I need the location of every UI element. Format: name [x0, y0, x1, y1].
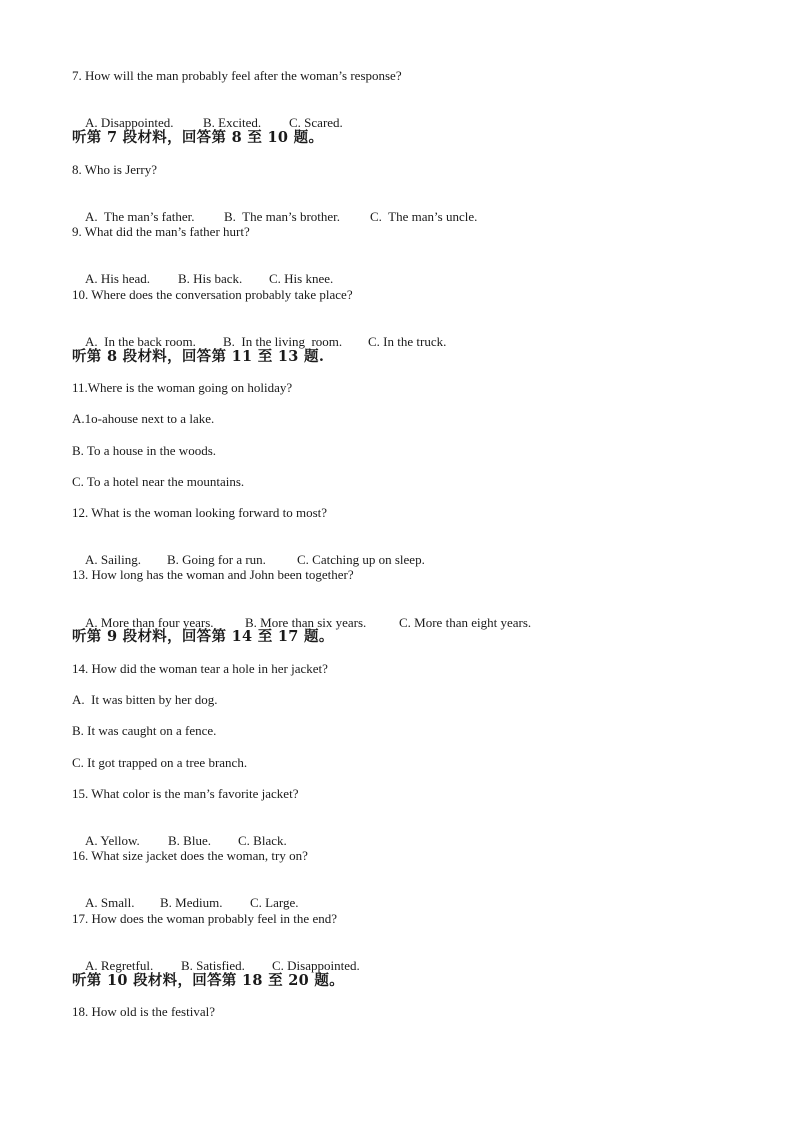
option-c: C. Catching up on sleep. [297, 552, 425, 567]
section-heading-10: 听第 10 段材料，回答第 18 至 20 题。 [72, 972, 345, 989]
question-9: 9. What did the man’s father hurt? [72, 224, 250, 239]
question-13: 13. How long has the woman and John been together? [72, 567, 354, 582]
option-c: C. In the truck. [368, 334, 447, 349]
option-b: B. Satisfied. [181, 958, 245, 973]
option-b: B. His back. [178, 271, 243, 286]
option-a: A. Regretful. [85, 958, 154, 973]
option-b: B. Blue. [168, 833, 211, 848]
section-heading-9: 听第 9 段材料，回答第 14 至 17 题。 [72, 628, 334, 645]
option-q14-c: C. It got trapped on a tree branch. [72, 755, 248, 770]
question-17: 17. How does the woman probably feel in the end? [72, 911, 337, 926]
option-c: C. More than eight years. [399, 615, 532, 630]
option-b: B. More than six years. [245, 615, 367, 630]
option-c: C. Black. [238, 833, 287, 848]
question-7: 7. How will the man probably feel after the woman’s response? [72, 68, 402, 83]
option-b: B. The man’s brother. [224, 209, 341, 224]
option-q14-b: B. It was caught on a fence. [72, 723, 217, 738]
option-q11-a: A.1o-ahouse next to a lake. [72, 411, 215, 426]
option-b: B. Excited. [203, 115, 262, 130]
option-b: B. Medium. [160, 895, 223, 910]
section-heading-8: 听第 8 段材料，回答第 11 至 13 题. [72, 348, 325, 365]
option-a: A. Small. [85, 895, 135, 910]
question-12: 12. What is the woman looking forward to most? [72, 505, 328, 520]
option-b: B. Going for a run. [167, 552, 266, 567]
question-16: 16. What size jacket does the woman, try on? [72, 848, 308, 863]
question-14: 14. How did the woman tear a hole in her jacket? [72, 661, 328, 676]
question-8: 8. Who is Jerry? [72, 162, 157, 177]
option-q11-b: B. To a house in the woods. [72, 443, 217, 458]
option-c: C. His knee. [269, 271, 334, 286]
option-c: C. Disappointed. [272, 958, 360, 973]
option-c: C. The man’s uncle. [370, 209, 478, 224]
option-a: A. Disappointed. [85, 115, 174, 130]
option-a: A. Sailing. [85, 552, 141, 567]
option-a: A. The man’s father. [85, 209, 195, 224]
question-18: 18. How old is the festival? [72, 1004, 215, 1019]
option-a: A. In the back room. [85, 334, 196, 349]
option-b: B. In the living room. [223, 334, 343, 349]
option-q14-a: A. It was bitten by her dog. [72, 692, 218, 707]
question-15: 15. What color is the man’s favorite jacket? [72, 786, 299, 801]
option-a: A. Yellow. [85, 833, 140, 848]
question-11: 11.Where is the woman going on holiday? [72, 380, 293, 395]
option-q11-c: C. To a hotel near the mountains. [72, 474, 245, 489]
option-a: A. His head. [85, 271, 150, 286]
option-c: C. Large. [250, 895, 299, 910]
option-c: C. Scared. [289, 115, 343, 130]
question-10: 10. Where does the conversation probably take place? [72, 287, 353, 302]
option-a: A. More than four years. [85, 615, 214, 630]
section-heading-7: 听第 7 段材料，回答第 8 至 10 题。 [72, 129, 324, 146]
